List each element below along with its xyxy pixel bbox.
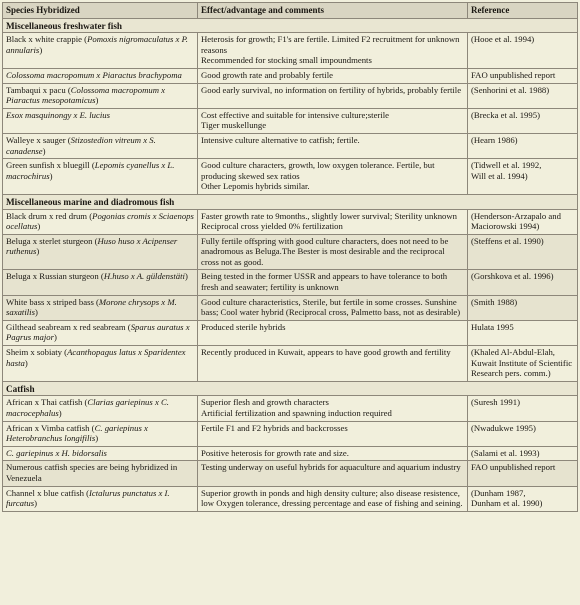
effect-text: Produced sterile hybrids [201, 321, 286, 332]
reference-cell [468, 461, 578, 486]
table-row [3, 486, 578, 511]
header-species: Species Hybridized [3, 3, 198, 19]
species-text: Channel x blue catfish ( [6, 487, 89, 498]
species-cell [3, 486, 198, 511]
species-cell [3, 446, 198, 461]
species-cell [3, 270, 198, 295]
effect-cell [198, 295, 468, 320]
reference-text: Hulata 1995 [471, 321, 514, 332]
table-row [3, 421, 578, 446]
effect-text: Superior growth in ponds and high density culture; also disease resistence, low Oxygen tolerance, dressing percentage and ease of fishing and seining. [201, 487, 463, 509]
species-cell [3, 68, 198, 83]
scientific-name: Pogonias cromis x Sciaenops ocellatus [6, 210, 194, 232]
table-body [3, 18, 578, 511]
species-text: African x Thai catfish ( [6, 397, 88, 408]
reference-cell [468, 295, 578, 320]
effect-text: Fully fertile offspring with good culture characters, does not need to be anadromous as Beluga.The Bester is most desirable and the reciprocal cross not as good. [201, 235, 449, 267]
effect-text: Tiger muskellunge [201, 120, 267, 131]
section-title: Miscellaneous freshwater fish [3, 18, 578, 33]
species-cell [3, 396, 198, 421]
effect-cell [198, 270, 468, 295]
effect-cell [198, 68, 468, 83]
reference-text: (Smith 1988) [471, 296, 518, 307]
reference-text: (Brecka et al. 1995) [471, 109, 540, 120]
table-row [3, 461, 578, 486]
species-text: ) [34, 498, 38, 509]
effect-cell [198, 346, 468, 382]
reference-cell [468, 133, 578, 158]
scientific-name: Esox masquinongy x E. lucius [6, 109, 110, 120]
species-cell [3, 295, 198, 320]
effect-text: Good culture characteristics, Sterile, but fertile in some crosses. Sunshine bass; Cool water hybrid (Reciprocal cross, Palmetto bass, not as desirable) [201, 296, 461, 318]
species-text: ) [24, 357, 28, 368]
scientific-name: Colossoma macropomum x Piaractus brachypoma [6, 69, 182, 80]
species-text: Black drum x red drum ( [6, 210, 93, 221]
table-row [3, 234, 578, 270]
effect-cell [198, 159, 468, 195]
species-text: White bass x striped bass ( [6, 296, 99, 307]
header-reference: Reference [468, 3, 578, 19]
effect-cell [198, 421, 468, 446]
reference-cell [468, 83, 578, 108]
reference-text: (Khaled Al-Abdul-Elah, Kuwait Institute of Scientific Research pers. comm.) [471, 347, 573, 379]
reference-text: FAO unpublished report [471, 69, 556, 80]
effect-text: Heterosis for growth; F1's are fertile. Limited F2 recruitment for unknown reasons [201, 34, 460, 55]
reference-text: (Senhorini et al. 1988) [471, 84, 550, 95]
effect-text: Superior flesh and growth characters [201, 397, 329, 408]
species-text: ) [95, 433, 99, 444]
effect-cell [198, 446, 468, 461]
effect-text: Recommended for stocking small impoundments [201, 55, 372, 66]
scientific-name: Lepomis cyanellus x L. macrochirus [6, 160, 175, 181]
table-row [3, 133, 578, 158]
effect-cell [198, 396, 468, 421]
species-text: Beluga x sterlet sturgeon ( [6, 235, 98, 246]
reference-cell [468, 320, 578, 345]
species-cell [3, 320, 198, 345]
reference-cell [468, 209, 578, 234]
species-text: Sheim x sobiaty ( [6, 347, 68, 358]
scientific-name: Sparus auratus x Pagrus major [6, 321, 190, 343]
species-cell [3, 159, 198, 195]
reference-cell [468, 68, 578, 83]
scientific-name: C. gariepinus x H. bidorsalis [6, 447, 107, 458]
table-row [3, 159, 578, 195]
reference-cell [468, 159, 578, 195]
effect-cell [198, 461, 468, 486]
effect-cell [198, 133, 468, 158]
effect-text: Recently produced in Kuwait, appears to have good growth and fertility [201, 347, 451, 358]
scientific-name: Acanthopagus latus x Sparidentex hasta [6, 347, 186, 368]
effect-text: Other Lepomis hybrids similar. [201, 181, 310, 192]
species-text: Black x white crappie ( [6, 34, 88, 45]
species-text: African x Vimba catfish ( [6, 422, 95, 433]
scientific-name: Stizostedion vitreum x S. canadense [6, 134, 156, 156]
species-cell [3, 209, 198, 234]
species-text: ) [54, 332, 57, 343]
reference-text: (Henderson-Arzapalo and Maciorowski 1994) [471, 210, 561, 232]
effect-text: Fertile F1 and F2 hybrids and backcrosses [201, 422, 348, 433]
reference-text: (Nwadukwe 1995) [471, 422, 536, 433]
species-text: Gilthead seabream x red seabream ( [6, 321, 131, 332]
species-text: Beluga x Russian sturgeon ( [6, 271, 104, 282]
effect-text: Good culture characters, growth, low oxygen tolerance. Fertile, but producing skewed sex ratios [201, 160, 435, 181]
reference-text: (Hearn 1986) [471, 134, 518, 145]
section-title: Miscellaneous marine and diadromous fish [3, 194, 578, 209]
reference-cell [468, 421, 578, 446]
reference-text: Dunham et al. 1990) [471, 498, 543, 509]
reference-text: (Dunham 1987, [471, 487, 526, 498]
reference-cell [468, 234, 578, 270]
table-row [3, 295, 578, 320]
scientific-name: Clarias gariepinus x C. macrocephalus [6, 397, 169, 418]
species-text: ) [49, 170, 53, 181]
effect-text: Positive heterosis for growth rate and size. [201, 447, 349, 458]
species-cell [3, 33, 198, 69]
section-header-row [3, 18, 578, 33]
table-row [3, 83, 578, 108]
species-cell [3, 83, 198, 108]
effect-text: Reciprocal cross yielded 0% fertilization [201, 221, 343, 232]
reference-cell [468, 446, 578, 461]
species-text: ) [39, 44, 43, 55]
effect-cell [198, 320, 468, 345]
effect-text: Intensive culture alternative to catfish; fertile. [201, 134, 360, 145]
reference-text: Will et al. 1994) [471, 170, 528, 181]
reference-text: FAO unpublished report [471, 462, 556, 473]
table-row [3, 68, 578, 83]
species-text: ) [95, 95, 99, 106]
effect-cell [198, 108, 468, 133]
hybrid-species-table [2, 2, 578, 512]
hybrid-species-table-page [2, 2, 577, 512]
table-row [3, 33, 578, 69]
effect-text: Good growth rate and probably fertile [201, 69, 333, 80]
reference-text: (Salami et al. 1993) [471, 447, 540, 458]
effect-text: Cost effective and suitable for intensive culture;sterile [201, 109, 390, 120]
table-row [3, 209, 578, 234]
reference-text: (Steffens et al. 1990) [471, 235, 544, 246]
scientific-name: Pomoxis nigromaculatus x P. annularis [6, 34, 188, 55]
effect-cell [198, 234, 468, 270]
section-header-row [3, 194, 578, 209]
species-text: ) [37, 221, 41, 232]
species-cell [3, 108, 198, 133]
effect-text: Good early survival, no information on fertility of hybrids, probably fertile [201, 84, 462, 95]
effect-cell [198, 486, 468, 511]
scientific-name: Colossoma macropomum x Piaractus mesopotamicus [6, 84, 166, 106]
species-text: Numerous catfish species are being hybridized in Venezuela [6, 462, 178, 483]
table-row [3, 346, 578, 382]
reference-cell [468, 108, 578, 133]
section-title: Catfish [3, 381, 578, 396]
reference-cell [468, 33, 578, 69]
species-text: Walleye x sauger ( [6, 134, 71, 145]
table-row [3, 270, 578, 295]
species-text: Tambaqui x pacu ( [6, 84, 71, 95]
reference-text: (Gorshkova et al. 1996) [471, 271, 554, 282]
scientific-name: Morone chrysops x M. saxatilis [6, 296, 177, 318]
reference-text: (Tidwell et al. 1992, [471, 160, 542, 171]
table-row [3, 108, 578, 133]
species-text: ) [184, 271, 188, 282]
effect-text: Testing underway on useful hybrids for aquaculture and aquarium industry [201, 462, 461, 473]
reference-cell [468, 346, 578, 382]
species-cell [3, 234, 198, 270]
species-text: ) [42, 145, 46, 156]
species-cell [3, 346, 198, 382]
reference-text: (Suresh 1991) [471, 397, 520, 408]
species-text: Green sunfish x bluegill ( [6, 160, 95, 171]
scientific-name: H.huso x A. güldenstäti [103, 271, 185, 282]
effect-cell [198, 83, 468, 108]
species-text: ) [36, 246, 40, 257]
table-row [3, 446, 578, 461]
effect-text: Faster growth rate to 9months., slightly lower survival; Sterility unknown [201, 210, 458, 221]
effect-cell [198, 33, 468, 69]
species-cell [3, 461, 198, 486]
reference-cell [468, 396, 578, 421]
species-text: ) [58, 408, 62, 418]
scientific-name: Ictalurus punctatus x I. furcatus [6, 487, 170, 509]
effect-text: Artificial fertilization and spawning induction required [201, 408, 392, 418]
species-cell [3, 421, 198, 446]
species-text: ) [34, 307, 38, 318]
scientific-name: C. gariepinus x Heterobranchus longifilis [6, 422, 148, 444]
species-cell [3, 133, 198, 158]
table-row [3, 396, 578, 421]
header-effect: Effect/advantage and comments [198, 3, 468, 19]
reference-cell [468, 486, 578, 511]
effect-text: Being tested in the former USSR and appears to have tolerance to both fresh and seawater; fertility is unknown [201, 271, 448, 293]
effect-cell [198, 209, 468, 234]
reference-cell [468, 270, 578, 295]
scientific-name: Huso huso x Acipenser ruthenus [6, 235, 178, 257]
table-row [3, 320, 578, 345]
reference-text: (Hooe et al. 1994) [471, 34, 535, 45]
table-header-row [3, 3, 578, 19]
section-header-row [3, 381, 578, 396]
